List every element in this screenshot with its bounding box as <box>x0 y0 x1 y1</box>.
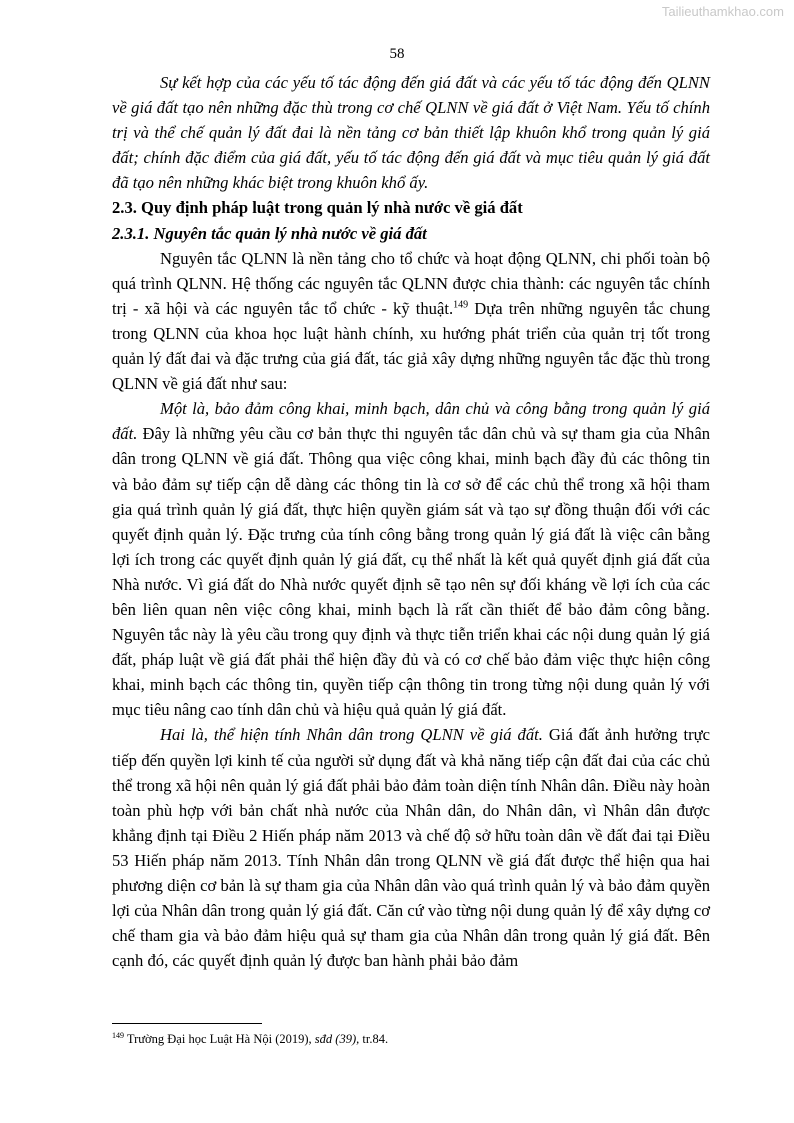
section-heading: 2.3. Quy định pháp luật trong quản lý nhà nước về giá đất <box>112 198 523 218</box>
paragraph-text: Đây là những yêu cầu cơ bản thực thi nguyên tắc dân chủ và sự tham gia của Nhân dân trong QLNN về giá đất. Thông qua việc công khai, minh bạch đầy đủ các thông tin và bảo đảm sự tiếp cận dễ dàng các thông tin là cơ sở để các chủ thể trong xã hội tham gia quá trình quản lý giá đất, thực hiện quyền giám sát và tạo sự đồng thuận đối với các quyết định quản lý. Đặc trưng của tính công bằng trong quản lý giá đất là việc cân bằng lợi ích trong các quyết định quản lý giá đất, cụ thể nhất là kết quả quyết định giá đất của Nhà nước. Vì giá đất do Nhà nước quyết định sẽ tạo nên sự đối kháng về lợi ích của các bên liên quan nên việc công khai, minh bạch là rất cần thiết để bảo đảm công bằng. Nguyên tắc này là yêu cầu trong quy định và thực tiễn triển khai các nội dung quản lý giá đất, pháp luật về giá đất phải thể hiện đầy đủ và có cơ chế bảo đảm việc thực hiện công khai, minh bạch các thông tin, quyền tiếp cận thông tin trong từng nội dung quản lý với mục tiêu nâng cao tính dân chủ và hiệu quả quản lý giá đất. <box>112 424 710 720</box>
principle-one-lead: Một là, bảo đảm công khai, minh bạch, dân chủ và công bằng trong quản lý giá đất. <box>112 399 710 444</box>
paragraph-text: Giá đất ảnh hưởng trực tiếp đến quyền lợi kinh tế của người sử dụng đất và khả năng tiếp cận đất đai của các chủ thể trong xã hội nên quản lý giá đất phải bảo đảm toàn diện tính Nhân dân. Điều này hoàn toàn phù hợp với bản chất nhà nước của Nhân dân, do Nhân dân, vì Nhân dân được khẳng định tại Điều 2 Hiến pháp năm 2013 và chế độ sở hữu toàn dân về đất đai tại Điều 53 Hiến pháp năm 2013. Tính Nhân dân trong QLNN về giá đất được thể hiện qua hai phương diện cơ bản là sự tham gia của Nhân dân vào quá trình quản lý và bảo đảm quyền lợi của Nhân dân trong quản lý giá đất. Căn cứ vào từng nội dung quản lý để xây dựng cơ chế tham gia và bảo đảm hiệu quả sự tham gia của Nhân dân trong quản lý giá đất. Bên cạnh đó, các quyết định quản lý được ban hành phải bảo đảm <box>112 725 711 971</box>
paragraph-text: Dựa trên những nguyên tắc chung trong QLNN của khoa học luật hành chính, xu hướng phát triển của quản trị tốt trong quản lý đất đai và đặc trưng của giá đất, tác giả xây dựng những nguyên tắc đặc thù trong QLNN về giá đất như sau: <box>112 298 710 394</box>
footnote-italic: sđd (39), <box>314 1032 360 1046</box>
footnote-number: 149 <box>112 1030 124 1040</box>
footnote-tail: tr.84. <box>359 1032 389 1046</box>
intro-paragraph: Sự kết hợp của các yếu tố tác động đến giá đất và các yếu tố tác động đến QLNN về giá đất tạo nên những đặc thù trong cơ chế QLNN về giá đất ở Việt Nam. Yếu tố chính trị và thể chế quản lý đất đai là nền tảng cơ bản thiết lập khuôn khổ trong quản lý giá đất; chính đặc điểm của giá đất, yếu tố tác động đến giá đất và mục tiêu quản lý giá đất đã tạo nên những khác biệt trong khuôn khổ ấy. <box>112 73 710 193</box>
footnote-divider <box>112 1023 262 1024</box>
paragraph-principle-one <box>112 396 710 722</box>
paragraph-text: Nguyên tắc QLNN là nền tảng cho tổ chức và hoạt động QLNN, chi phối toàn bộ quá trình QLNN. Hệ thống các nguyên tắc QLNN được chia thành: các nguyên tắc chính trị - xã hội và các nguyên tắc tổ chức - kỹ thuật. <box>112 248 710 318</box>
footnote-text: Trường Đại học Luật Hà Nội (2019), <box>124 1032 315 1046</box>
subsection-heading: 2.3.1. Nguyên tắc quản lý nhà nước về giá đất <box>112 223 427 243</box>
footnote <box>112 1031 710 1047</box>
paragraph-principle-two <box>112 722 710 973</box>
page-body <box>112 70 710 973</box>
page-number: 58 <box>389 46 405 62</box>
principle-two-lead: Hai là, thể hiện tính Nhân dân trong QLNN về giá đất. <box>160 725 543 745</box>
footnote-ref[interactable]: 149 <box>453 299 469 311</box>
paragraph-principles-intro <box>112 246 710 397</box>
watermark: Tailieuthamkhao.com <box>661 4 784 19</box>
